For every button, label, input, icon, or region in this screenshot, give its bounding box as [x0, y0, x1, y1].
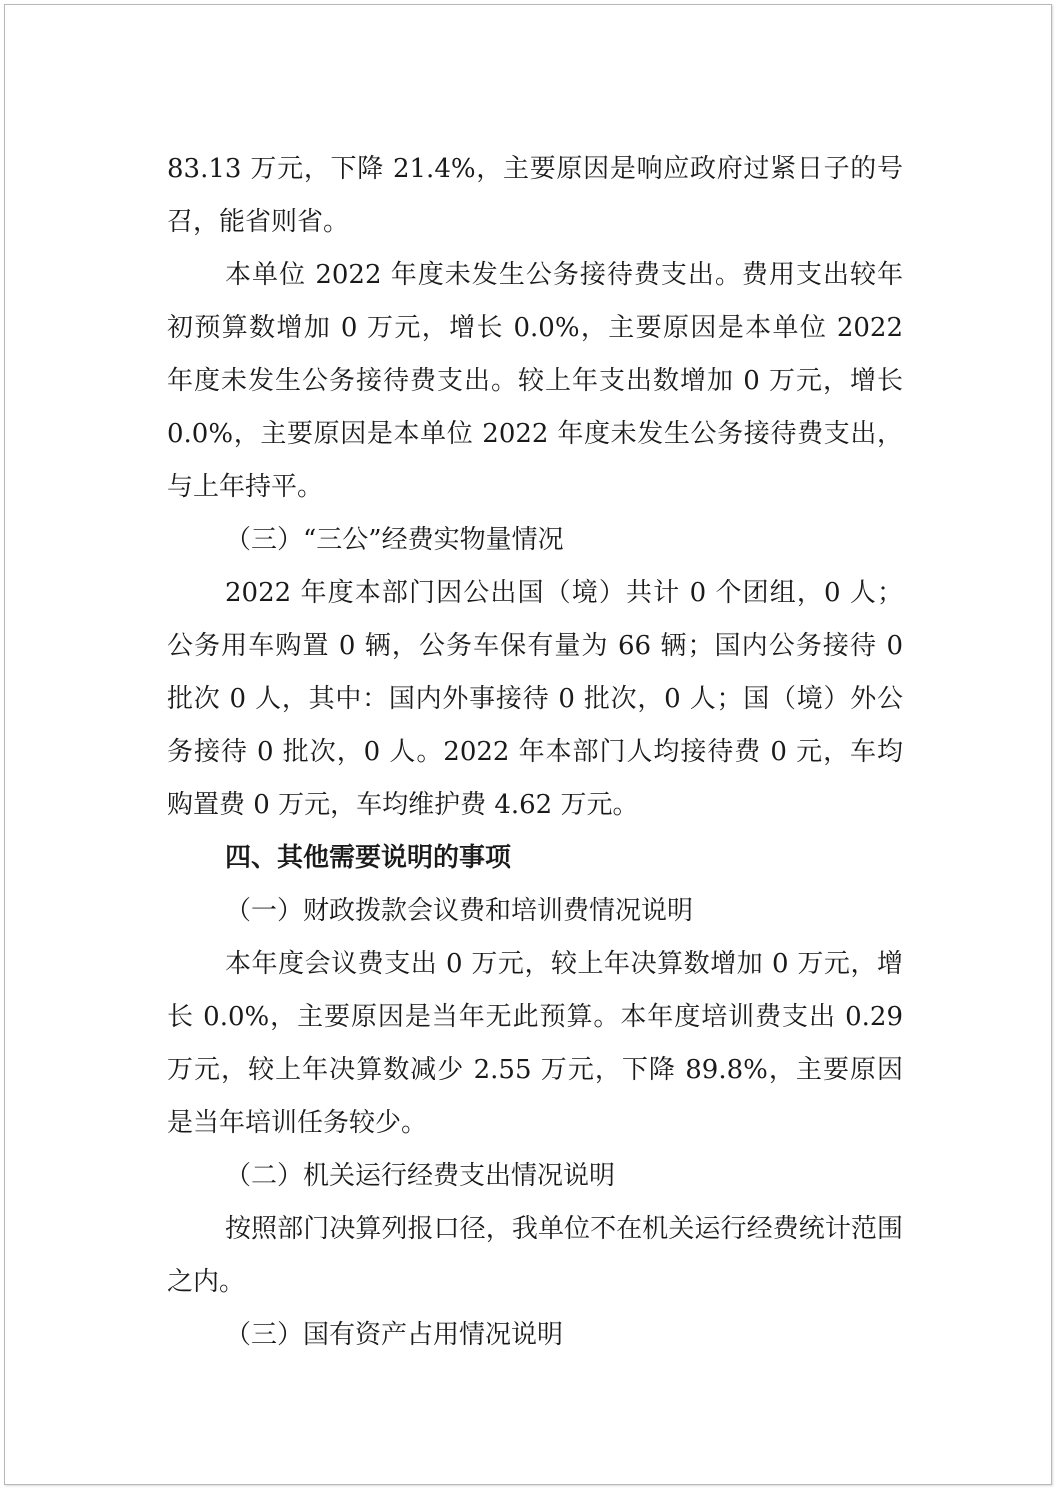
subheading-state-assets: （三）国有资产占用情况说明 [225, 1320, 564, 1350]
paragraph-operating-expenses: 按照部门决算列报口径，我单位不在机关运行经费统计范围之内。 [167, 1214, 903, 1297]
paragraph-meeting-training: 本年度会议费支出 0 万元，较上年决算数增加 0 万元，增长 0.0%，主要原因是当年无此预算。本年度培训费支出 0.29 万元，较上年决算数减少 2.55 万元，下降 89.8%，主要原因是当年培训任务较少。 [167, 949, 903, 1138]
section-heading-other-matters: 四、其他需要说明的事项 [225, 843, 512, 873]
document-page [4, 4, 1052, 1485]
document-body [167, 143, 903, 1362]
subheading-operating-expenses: （二）机关运行经费支出情况说明 [225, 1161, 616, 1191]
paragraph-continuation: 83.13 万元，下降 21.4%，主要原因是响应政府过紧日子的号召，能省则省。 [167, 154, 903, 237]
paragraph-physical-quantities: 2022 年度本部门因公出国（境）共计 0 个团组，0 人；公务用车购置 0 辆，公务车保有量为 66 辆；国内公务接待 0 批次 0 人，其中：国内外事接待 0 批次，0 人；国（境）外公务接待 0 批次，0 人。2022 年本部门人均接待费 0 元，车均购置费 0 万元，车均维护费 4.62 万元。 [167, 578, 903, 820]
paragraph-reception-expenses: 本单位 2022 年度未发生公务接待费支出。费用支出较年初预算数增加 0 万元，增长 0.0%，主要原因是本单位 2022 年度未发生公务接待费支出。较上年支出数增加 0 万元，增长 0.0%，主要原因是本单位 2022 年度未发生公务接待费支出，与上年持平。 [167, 260, 903, 502]
subheading-meeting-training: （一）财政拨款会议费和培训费情况说明 [225, 896, 694, 926]
subheading-physical-quantities: （三）“三公”经费实物量情况 [225, 525, 564, 555]
